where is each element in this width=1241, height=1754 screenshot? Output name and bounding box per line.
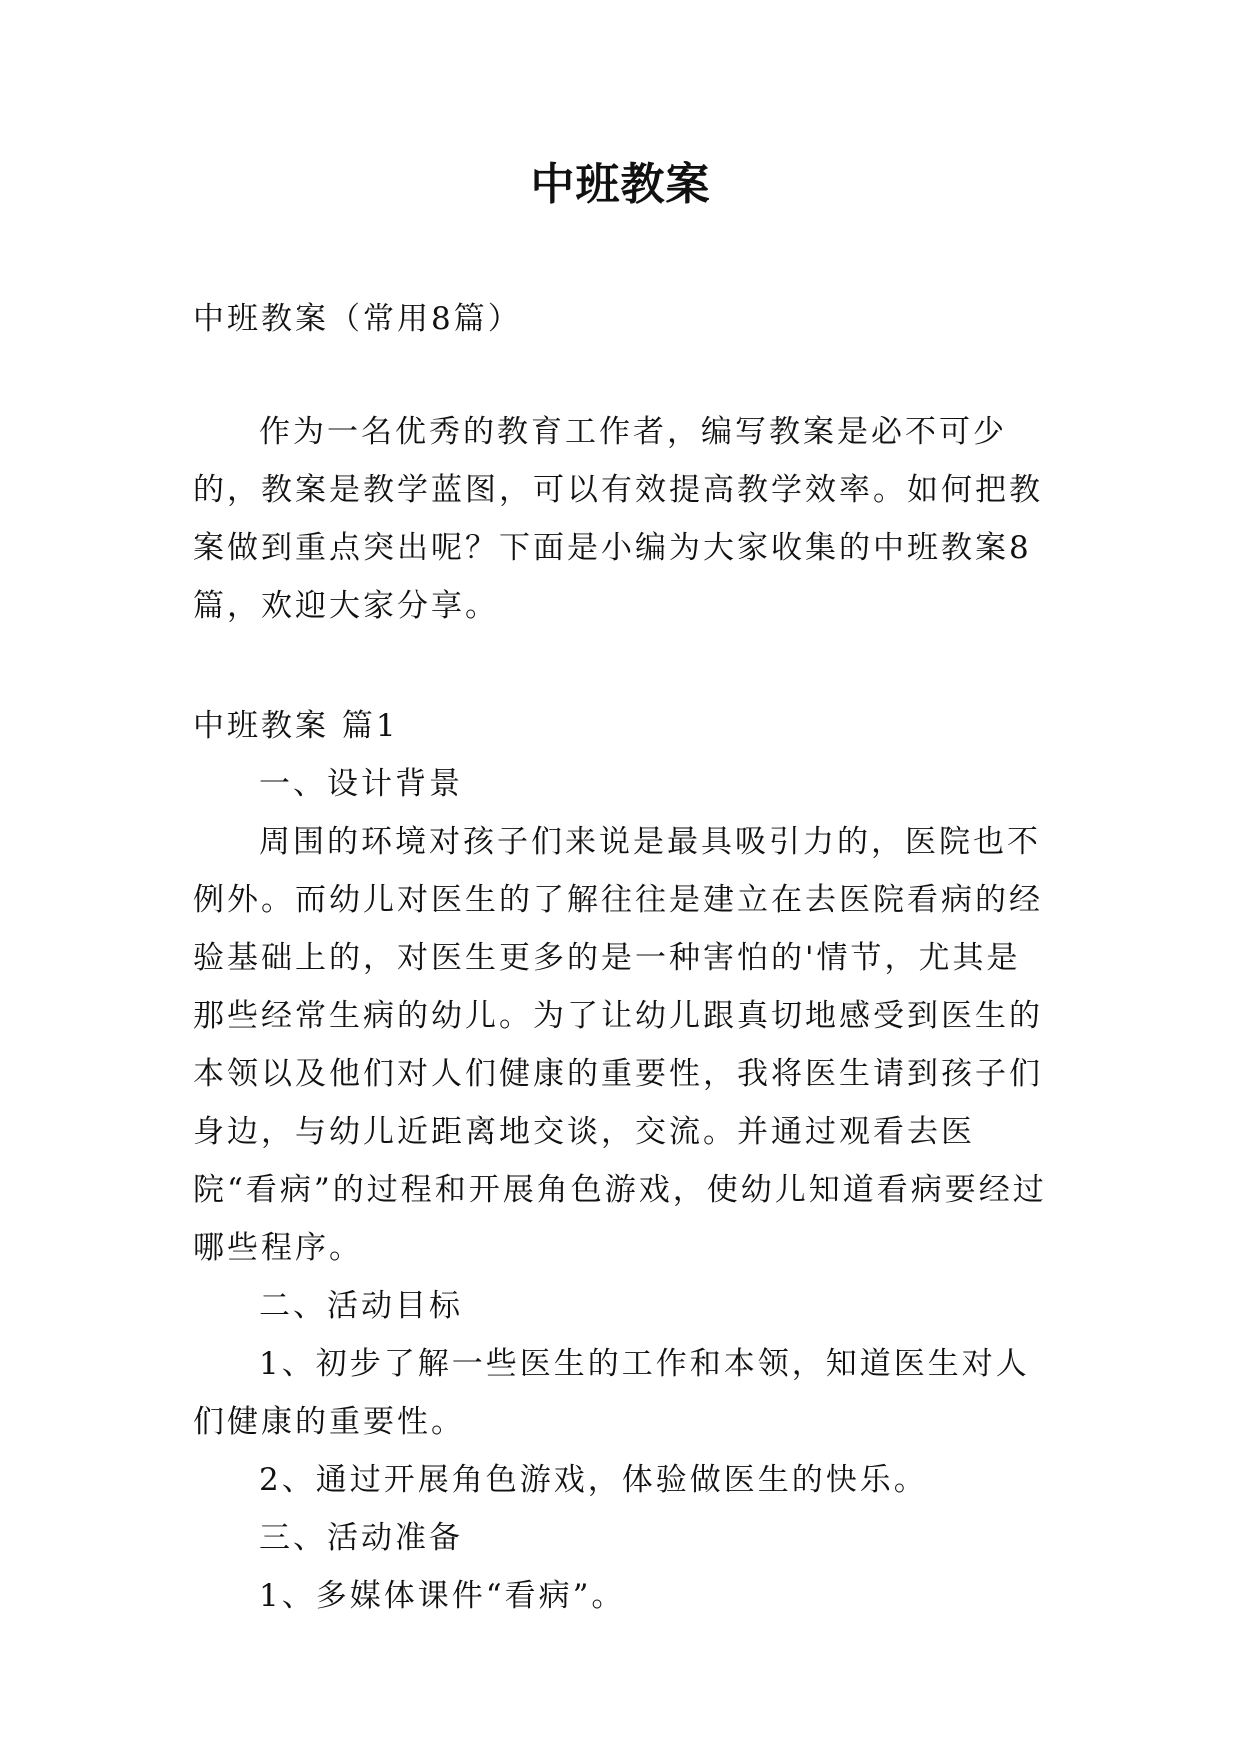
part-heading-background: 一、设计背景	[259, 766, 463, 802]
document-title: 中班教案	[530, 159, 711, 210]
goal-item-2: 2、通过开展角色游戏，体验做医生的快乐。	[259, 1462, 928, 1498]
part-heading-preparation: 三、活动准备	[259, 1520, 463, 1556]
intro-paragraph: 作为一名优秀的教育工作者，编写教案是必不可少的，教案是教学蓝图，可以有效提高教学效率。如何把教案做到重点突出呢？下面是小编为大家收集的中班教案8篇，欢迎大家分享。	[193, 414, 1043, 624]
section-1	[193, 697, 1053, 1625]
preparation-item-1: 1、多媒体课件“看病”。	[259, 1578, 626, 1614]
section-heading: 中班教案 篇1	[193, 708, 399, 744]
part-heading-goals: 二、活动目标	[259, 1288, 463, 1324]
document-subtitle-block	[193, 290, 1053, 348]
background-paragraph: 周围的环境对孩子们来说是最具吸引力的，医院也不例外。而幼儿对医生的了解往往是建立在去医院看病的经验基础上的，对医生更多的是一种害怕的'情节，尤其是那些经常生病的幼儿。为了让幼儿跟真切地感受到医生的本领以及他们对人们健康的重要性，我将医生请到孩子们身边，与幼儿近距离地交谈，交流。并通过观看去医院“看病”的过程和开展角色游戏，使幼儿知道看病要经过哪些程序。	[193, 824, 1047, 1266]
intro-block	[193, 403, 1053, 635]
goal-item-1: 1、初步了解一些医生的工作和本领，知道医生对人们健康的重要性。	[193, 1346, 1030, 1440]
document-subtitle: 中班教案（常用8篇）	[193, 301, 522, 337]
